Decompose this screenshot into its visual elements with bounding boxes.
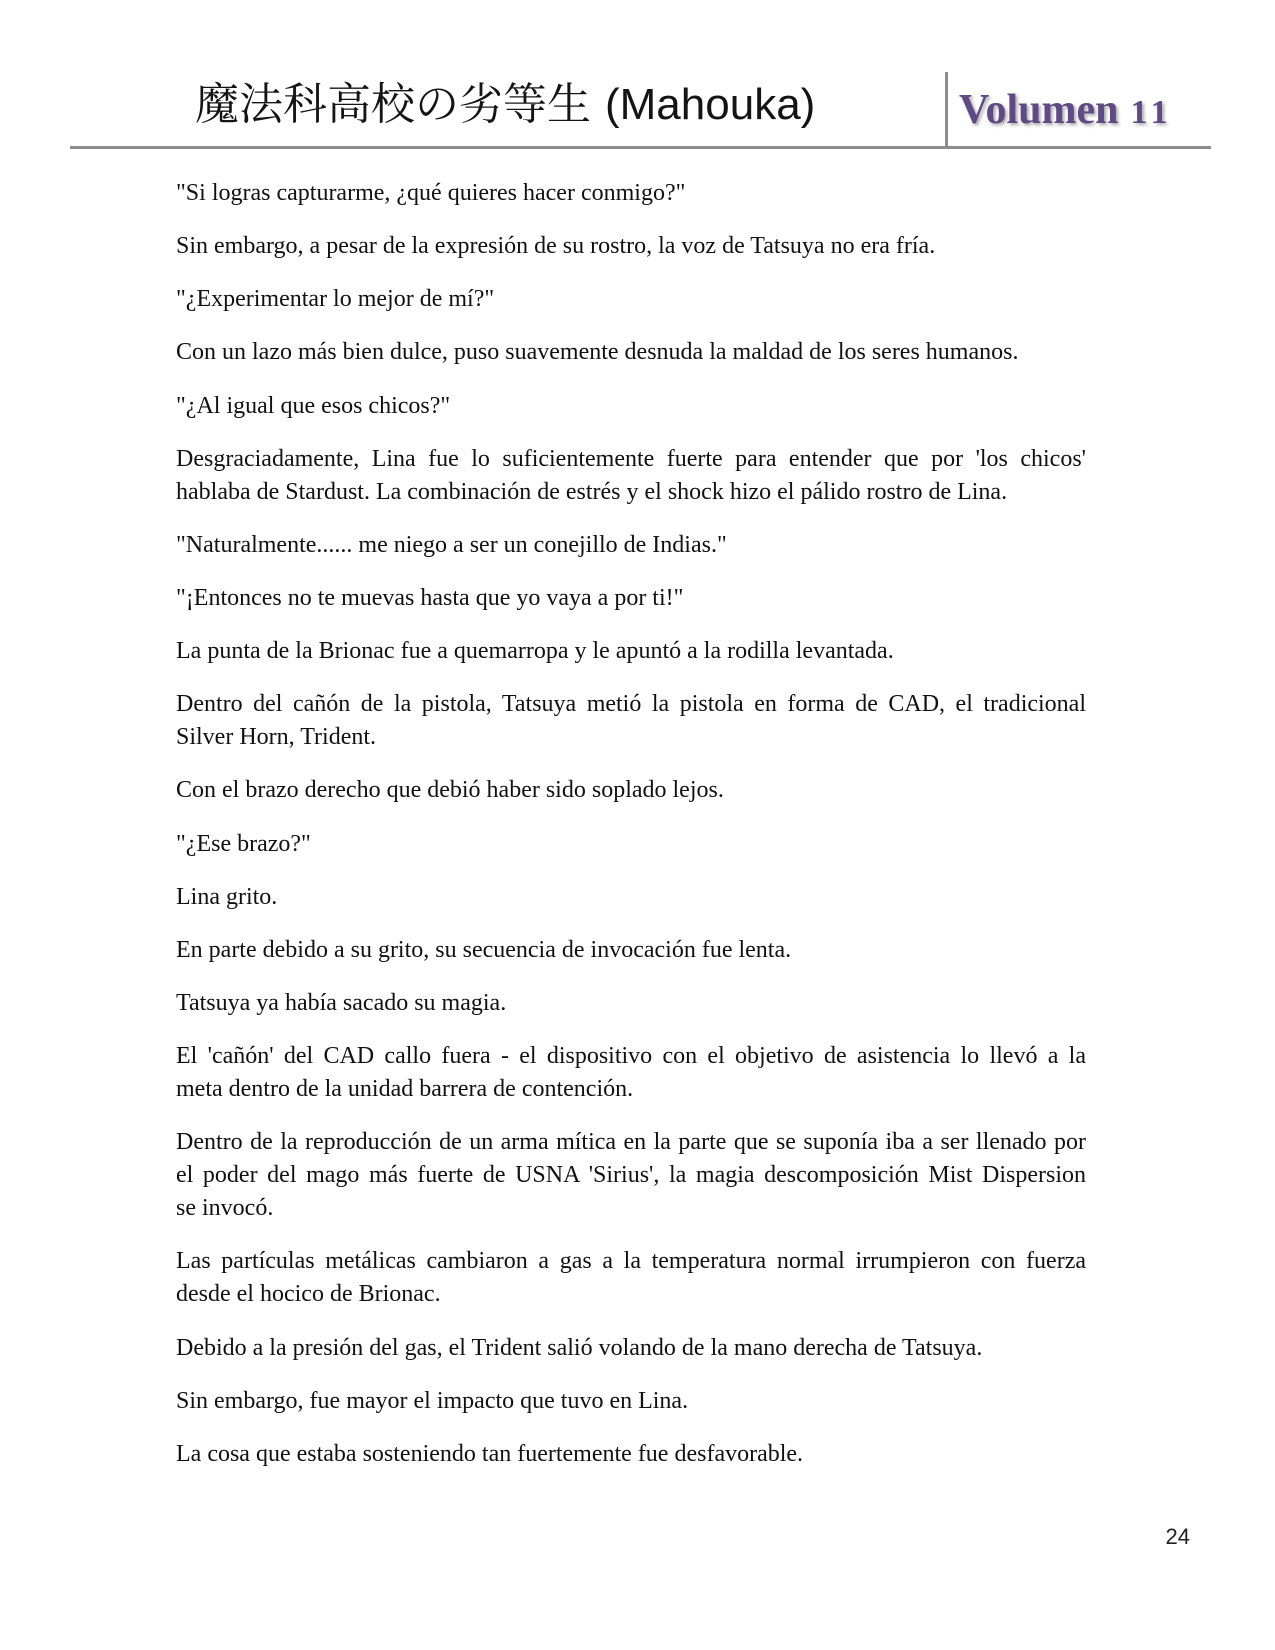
paragraph-line: Tatsuya ya había sacado su magia. <box>176 989 507 1016</box>
paragraph-line: Con un lazo más bien dulce, puso suavemente desnuda la maldad de los seres humanos. <box>176 339 1019 366</box>
paragraph <box>176 1332 1086 1365</box>
header-rule <box>70 146 1211 149</box>
paragraph <box>176 1385 1086 1418</box>
paragraph <box>176 987 1086 1020</box>
paragraph-line: Debido a la presión del gas, el Trident salió volando de la mano derecha de Tatsuya. <box>176 1334 983 1361</box>
paragraph-line: meta dentro de la unidad barrera de contención. <box>176 1076 634 1103</box>
paragraph-line: Silver Horn, Trident. <box>176 724 377 751</box>
paragraph-line: La punta de la Brionac fue a quemarropa y le apuntó a la rodilla levantada. <box>176 638 894 665</box>
paragraph-line: Dentro de la reproducción de un arma mítica en la parte que se suponía iba a ser llenado por <box>176 1129 1086 1156</box>
paragraph-line: "Naturalmente...... me niego a ser un conejillo de Indias." <box>176 531 727 558</box>
paragraph <box>176 390 1086 423</box>
paragraph <box>176 934 1086 967</box>
paragraph <box>176 283 1086 316</box>
paragraph-line: El 'cañón' del CAD callo fuera - el dispositivo con el objetivo de asistencia lo llevó a la <box>176 1043 1086 1070</box>
paragraph-line: "¿Experimentar lo mejor de mí?" <box>176 286 495 313</box>
paragraph-line: Desgraciadamente, Lina fue lo suficientemente fuerte para entender que por 'los chicos' <box>176 445 1086 472</box>
volume-word: Volumen <box>959 87 1119 133</box>
header-divider <box>945 72 948 148</box>
paragraph <box>176 230 1086 263</box>
paragraph <box>176 1040 1086 1106</box>
paragraph <box>176 881 1086 914</box>
book-title-japanese: 魔法科高校の劣等生 <box>195 79 591 130</box>
volume-number: 11 <box>1130 94 1173 131</box>
volume-label <box>959 85 1173 135</box>
paragraph <box>176 1245 1086 1311</box>
paragraph-line: hablaba de Stardust. La combinación de estrés y el shock hizo el pálido rostro de Lina. <box>176 478 1008 505</box>
paragraph-line: Lina grito. <box>176 883 278 910</box>
paragraph-line: "Si logras capturarme, ¿qué quieres hacer conmigo?" <box>176 180 686 206</box>
paragraph <box>176 774 1086 807</box>
paragraph-line: Con el brazo derecho que debió haber sido soplado lejos. <box>176 777 724 804</box>
paragraph-line: La cosa que estaba sosteniendo tan fuertemente fue desfavorable. <box>176 1440 804 1467</box>
paragraph-line: "¿Al igual que esos chicos?" <box>176 392 451 419</box>
paragraph <box>176 828 1086 861</box>
paragraph <box>176 1126 1086 1225</box>
paragraph-line: se invocó. <box>176 1195 274 1222</box>
page-number: 24 <box>1165 1524 1190 1549</box>
paragraph-line: desde el hocico de Brionac. <box>176 1281 441 1308</box>
paragraph-line: Las partículas metálicas cambiaron a gas a la temperatura normal irrumpieron con fuerza <box>176 1248 1086 1275</box>
paragraph <box>176 529 1086 562</box>
paragraph <box>176 688 1086 754</box>
paragraph-line: "¿Ese brazo?" <box>176 830 311 857</box>
paragraph-line: el poder del mago más fuerte de USNA 'Sirius', la magia descomposición Mist Dispersion <box>176 1162 1086 1189</box>
document-body <box>176 177 1086 1491</box>
paragraph-line: Sin embargo, a pesar de la expresión de su rostro, la voz de Tatsuya no era fría. <box>176 233 936 260</box>
book-title-romaji: (Mahouka) <box>605 80 816 129</box>
paragraph-line: En parte debido a su grito, su secuencia de invocación fue lenta. <box>176 936 792 963</box>
paragraph <box>176 582 1086 615</box>
paragraph <box>176 443 1086 509</box>
paragraph-line: Dentro del cañón de la pistola, Tatsuya metió la pistola en forma de CAD, el tradicional <box>176 691 1086 718</box>
paragraph-line: "¡Entonces no te muevas hasta que yo vaya a por ti!" <box>176 584 684 611</box>
paragraph <box>176 1438 1086 1471</box>
book-title <box>195 80 815 130</box>
paragraph <box>176 336 1086 369</box>
paragraph <box>176 635 1086 668</box>
paragraph <box>176 177 1086 210</box>
paragraph-line: Sin embargo, fue mayor el impacto que tuvo en Lina. <box>176 1387 689 1414</box>
